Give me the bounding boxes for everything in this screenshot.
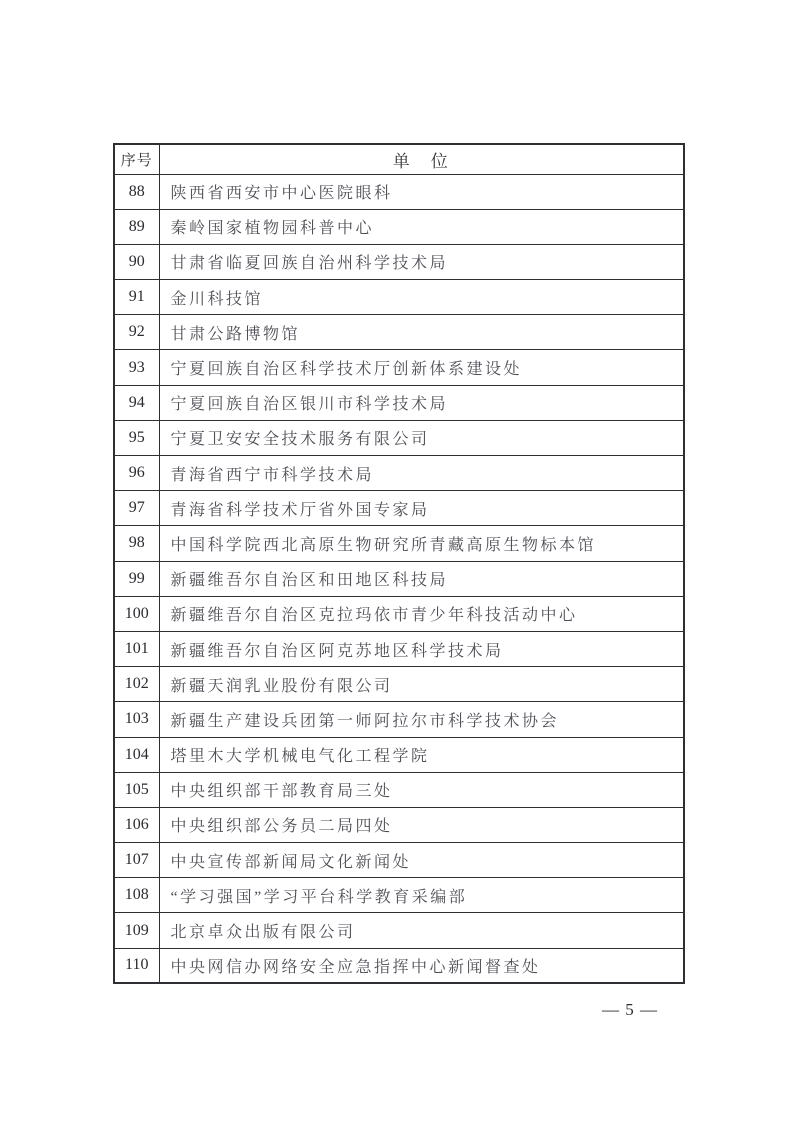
row-index: 106 <box>114 807 159 842</box>
table-row <box>114 948 684 983</box>
row-unit: 陕西省西安市中心医院眼科 <box>159 174 684 209</box>
page-number: — 5 — <box>602 1000 658 1019</box>
row-unit: 金川科技馆 <box>159 280 684 315</box>
row-unit: 秦岭国家植物园科普中心 <box>159 209 684 244</box>
row-index: 93 <box>114 350 159 385</box>
row-index: 91 <box>114 280 159 315</box>
row-index: 109 <box>114 913 159 948</box>
table-row <box>114 667 684 702</box>
row-unit: 甘肃公路博物馆 <box>159 315 684 350</box>
row-index: 90 <box>114 244 159 279</box>
row-index: 105 <box>114 772 159 807</box>
table-row <box>114 772 684 807</box>
row-unit: 中央网信办网络安全应急指挥中心新闻督查处 <box>159 948 684 983</box>
row-unit: 宁夏卫安安全技术服务有限公司 <box>159 420 684 455</box>
table-row <box>114 807 684 842</box>
row-unit: 新疆维吾尔自治区阿克苏地区科学技术局 <box>159 631 684 666</box>
row-unit: 宁夏回族自治区银川市科学技术局 <box>159 385 684 420</box>
row-unit: 新疆天润乳业股份有限公司 <box>159 667 684 702</box>
unit-table <box>113 143 685 984</box>
table-row <box>114 350 684 385</box>
column-header-index: 序号 <box>114 144 159 174</box>
row-unit: 中国科学院西北高原生物研究所青藏高原生物标本馆 <box>159 526 684 561</box>
row-index: 99 <box>114 561 159 596</box>
table-row <box>114 456 684 491</box>
row-index: 97 <box>114 491 159 526</box>
row-unit: 中央组织部干部教育局三处 <box>159 772 684 807</box>
table-row <box>114 843 684 878</box>
table-row <box>114 315 684 350</box>
row-unit: “学习强国”学习平台科学教育采编部 <box>159 878 684 913</box>
row-index: 104 <box>114 737 159 772</box>
row-unit: 青海省西宁市科学技术局 <box>159 456 684 491</box>
table-row <box>114 596 684 631</box>
table-row <box>114 280 684 315</box>
column-header-unit: 单 位 <box>159 144 684 174</box>
row-index: 101 <box>114 631 159 666</box>
row-unit: 青海省科学技术厅省外国专家局 <box>159 491 684 526</box>
table-row <box>114 913 684 948</box>
row-unit: 北京卓众出版有限公司 <box>159 913 684 948</box>
row-unit: 中央宣传部新闻局文化新闻处 <box>159 843 684 878</box>
table-row <box>114 526 684 561</box>
row-index: 94 <box>114 385 159 420</box>
row-index: 107 <box>114 843 159 878</box>
row-unit: 新疆生产建设兵团第一师阿拉尔市科学技术协会 <box>159 702 684 737</box>
table-row <box>114 209 684 244</box>
row-unit: 宁夏回族自治区科学技术厅创新体系建设处 <box>159 350 684 385</box>
row-index: 100 <box>114 596 159 631</box>
table-row <box>114 702 684 737</box>
table-row <box>114 631 684 666</box>
table-row <box>114 561 684 596</box>
table-header-row <box>114 144 684 174</box>
row-unit: 塔里木大学机械电气化工程学院 <box>159 737 684 772</box>
row-unit: 甘肃省临夏回族自治州科学技术局 <box>159 244 684 279</box>
row-index: 110 <box>114 948 159 983</box>
table-row <box>114 878 684 913</box>
row-index: 102 <box>114 667 159 702</box>
row-unit: 新疆维吾尔自治区和田地区科技局 <box>159 561 684 596</box>
row-unit: 新疆维吾尔自治区克拉玛依市青少年科技活动中心 <box>159 596 684 631</box>
table-row <box>114 385 684 420</box>
table-row <box>114 174 684 209</box>
row-index: 88 <box>114 174 159 209</box>
table-row <box>114 420 684 455</box>
row-index: 92 <box>114 315 159 350</box>
row-index: 96 <box>114 456 159 491</box>
row-unit: 中央组织部公务员二局四处 <box>159 807 684 842</box>
table-row <box>114 244 684 279</box>
row-index: 95 <box>114 420 159 455</box>
row-index: 89 <box>114 209 159 244</box>
row-index: 103 <box>114 702 159 737</box>
table-row <box>114 737 684 772</box>
table-body <box>114 174 684 983</box>
row-index: 98 <box>114 526 159 561</box>
table-row <box>114 491 684 526</box>
row-index: 108 <box>114 878 159 913</box>
